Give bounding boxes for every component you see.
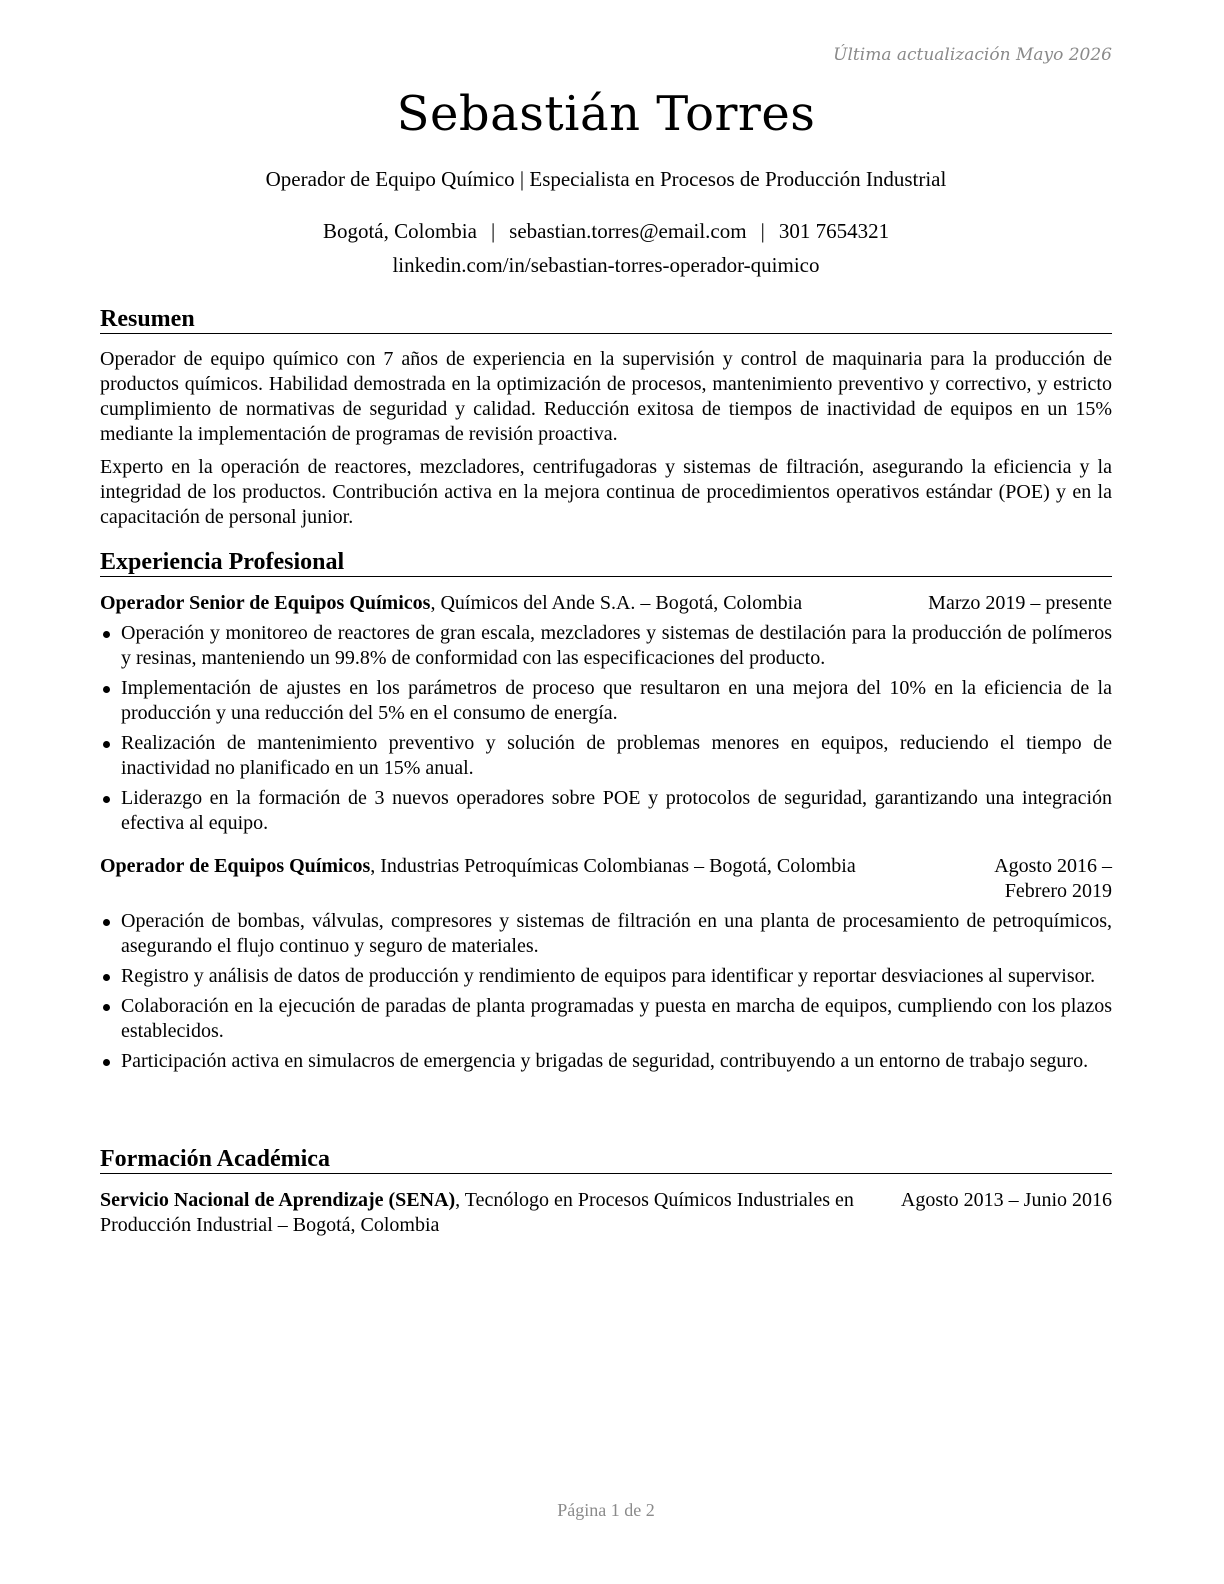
education-entry <box>100 1188 1112 1238</box>
list-item: Operación y monitoreo de reactores de gran escala, mezcladores y sistemas de destilación para la producción de polímeros y resinas, manteniendo un 99.8% de conformidad con las especificaciones del producto. <box>100 621 1112 671</box>
phone: 301 7654321 <box>778 219 890 243</box>
bullet-icon <box>103 974 110 981</box>
summary-paragraph: Experto en la operación de reactores, mezcladores, centrifugadoras y sistemas de filtración, asegurando la eficiencia y la integridad de los productos. Contribución activa en la mejora continua de procedimientos operativos estándar (POE) y en la capacitación de personal junior. <box>100 456 1112 528</box>
job-dates: Agosto 2016 – Febrero 2019 <box>994 855 1112 902</box>
job-company: , Industrias Petroquímicas Colombianas – Bogotá, Colombia <box>370 855 856 877</box>
section-title-summary: Resumen <box>100 305 1112 334</box>
bullet-icon <box>103 1004 110 1011</box>
job-entry <box>100 854 1112 1074</box>
tagline: Operador de Equipo Químico | Especialista en Procesos de Producción Industrial <box>265 167 947 191</box>
job-dates: Marzo 2019 – presente <box>928 592 1112 614</box>
location: Bogotá, Colombia <box>322 219 477 243</box>
section-title-education: Formación Académica <box>100 1145 1112 1174</box>
education-institution: Servicio Nacional de Aprendizaje (SENA) <box>100 1189 456 1211</box>
education-degree: , Tecnólogo en Procesos Químicos Industriales en Producción Industrial – Bogotá, Colombia <box>100 1189 854 1236</box>
list-item: Operación de bombas, válvulas, compresores y sistemas de filtración en una planta de procesamiento de petroquímicos, asegurando el flujo continuo y seguro de materiales. <box>100 909 1112 959</box>
job-role: Operador de Equipos Químicos <box>100 855 371 877</box>
bullet-icon <box>103 1059 110 1066</box>
list-item: Liderazgo en la formación de 3 nuevos operadores sobre POE y protocolos de seguridad, garantizando una integración efectiva al equipo. <box>100 786 1112 836</box>
summary-section <box>100 305 1112 530</box>
list-item: Realización de mantenimiento preventivo y solución de problemas menores en equipos, reduciendo el tiempo de inactividad no planificado en un 15% anual. <box>100 731 1112 781</box>
job-header <box>100 854 1112 904</box>
job-company: , Químicos del Ande S.A. – Bogotá, Colombia <box>430 592 803 614</box>
list-item: Colaboración en la ejecución de paradas de planta programadas y puesta en marcha de equipos, cumpliendo con los plazos establecidos. <box>100 994 1112 1044</box>
last-updated: Última actualización Mayo 2026 <box>833 45 1112 65</box>
list-item: Registro y análisis de datos de producción y rendimiento de equipos para identificar y reportar desviaciones al supervisor. <box>100 964 1112 989</box>
bullet-icon <box>103 741 110 748</box>
bullet-icon <box>103 919 110 926</box>
section-title-experience: Experiencia Profesional <box>100 548 1112 577</box>
contact-line <box>0 219 1212 244</box>
bullet-icon <box>103 686 110 693</box>
job-bullets <box>100 909 1112 1074</box>
email-link[interactable]: sebastian.torres@email.com <box>509 219 747 243</box>
job-header <box>100 591 1112 616</box>
job-bullets <box>100 621 1112 836</box>
contact-separator: | <box>760 219 765 243</box>
list-item: Participación activa en simulacros de emergencia y brigadas de seguridad, contribuyendo a un entorno de trabajo seguro. <box>100 1049 1112 1074</box>
bullet-icon <box>103 631 110 638</box>
list-item: Implementación de ajustes en los parámetros de proceso que resultaron en una mejora del 10% en la eficiencia de la producción y una reducción del 5% en el consumo de energía. <box>100 676 1112 726</box>
page-number: Página 1 de 2 <box>557 1500 655 1520</box>
experience-section <box>100 548 1112 1079</box>
education-dates: Agosto 2013 – Junio 2016 <box>900 1189 1112 1211</box>
job-role: Operador Senior de Equipos Químicos <box>100 592 431 614</box>
education-section <box>100 1145 1112 1238</box>
bullet-icon <box>103 796 110 803</box>
summary-paragraph: Operador de equipo químico con 7 años de experiencia en la supervisión y control de maquinaria para la producción de productos químicos. Habilidad demostrada en la optimización de procesos, mantenimiento preventivo y correctivo, y estricto cumplimiento de normativas de seguridad y calidad. Reducción exitosa de tiempos de inactividad de equipos en un 15% mediante la implementación de programas de revisión proactiva. <box>100 348 1112 445</box>
linkedin-link[interactable]: linkedin.com/in/sebastian-torres-operador-quimico <box>392 253 820 277</box>
job-entry <box>100 591 1112 836</box>
contact-separator: | <box>490 219 496 243</box>
candidate-name: Sebastián Torres <box>396 86 816 142</box>
